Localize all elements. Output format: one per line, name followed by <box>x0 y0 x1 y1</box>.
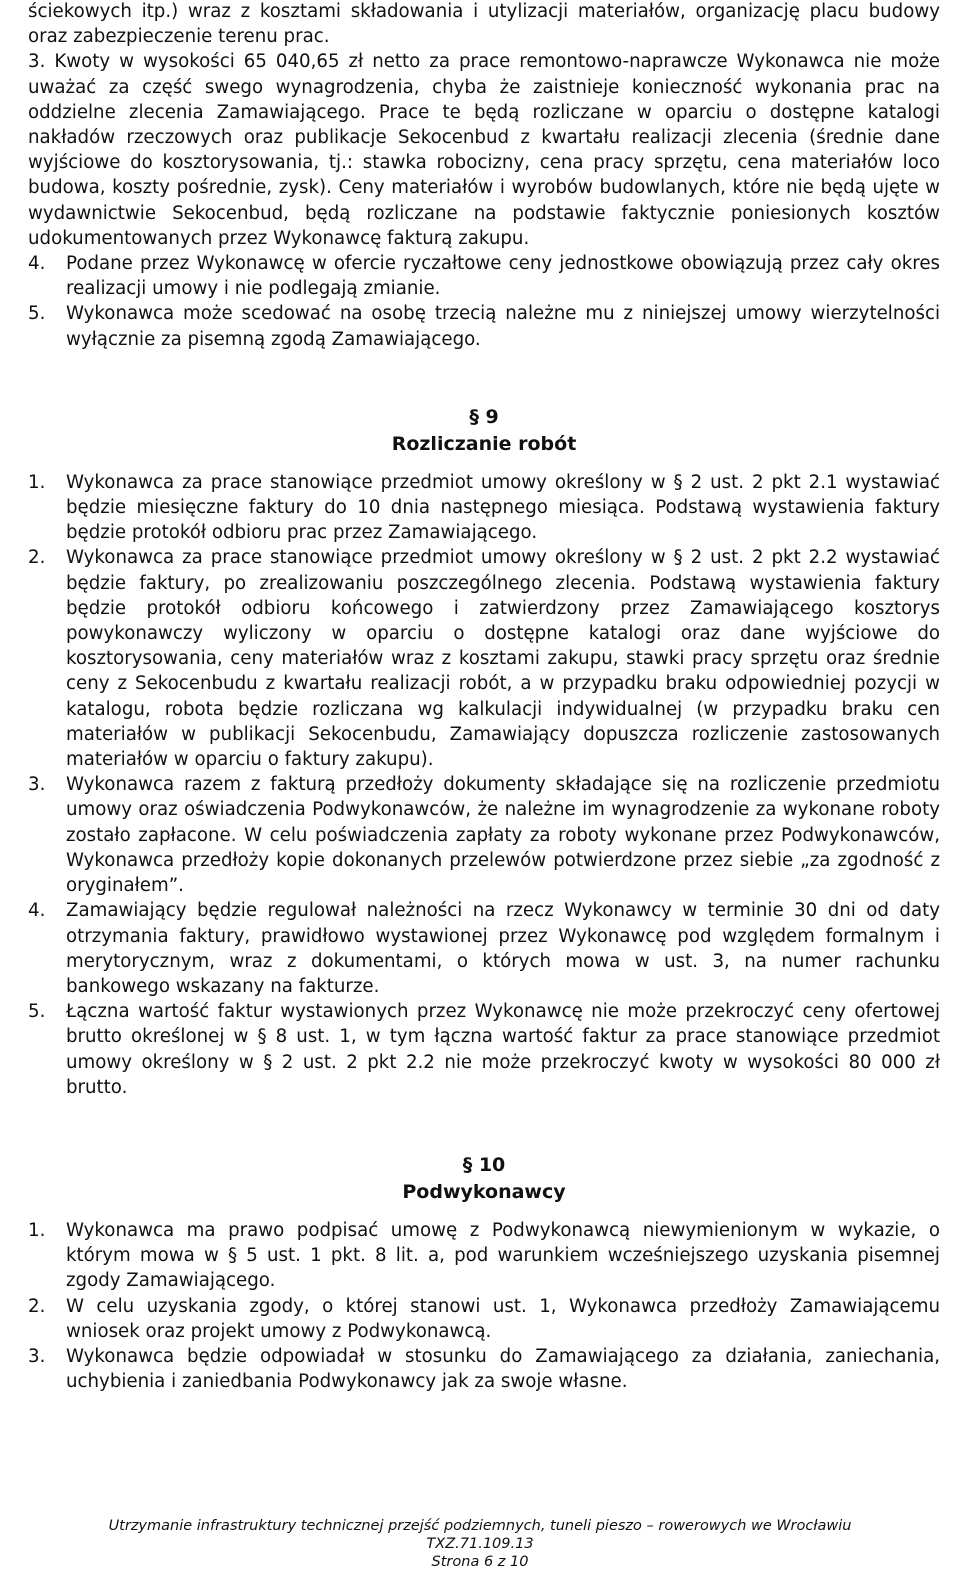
item-number: 4. <box>28 900 46 922</box>
section10-item-1 <box>28 1218 940 1294</box>
section10-item-3 <box>28 1344 940 1394</box>
section9-item-1 <box>28 470 940 546</box>
section8-item-3 <box>28 49 940 251</box>
item-text: Podane przez Wykonawcę w ofercie ryczałtowe ceny jednostkowe obowiązują przez cały okres realizacji umowy i nie podlegają zmianie. <box>66 253 940 300</box>
item-number: 2. <box>28 1295 46 1317</box>
item-text: Wykonawca razem z fakturą przedłoży dokumenty składające się na rozliczenie przedmiotu umowy oraz oświadczenia Podwykonawców, że należne im wynagrodzenie za wykonane roboty zostało zapłacone. W celu poświadczenia zapłaty za roboty wykonane przez Podwykonawców, Wykonawca przedłoży kopie dokonanych przelewów potwierdzone przez siebie „za zgodność z oryginałem”. <box>66 774 940 897</box>
document-page <box>28 0 940 1394</box>
item-number: 1. <box>28 471 46 493</box>
section8-item-5 <box>28 301 940 351</box>
item-text: Wykonawca może scedować na osobę trzecią należne mu z niniejszej umowy wierzytelności wyłącznie za pisemną zgodą Zamawiającego. <box>66 303 940 350</box>
section9-item-5 <box>28 999 940 1100</box>
section9-item-2 <box>28 545 940 772</box>
section-symbol: § <box>469 405 479 428</box>
section9-item-4 <box>28 898 940 999</box>
section10-item-2 <box>28 1294 940 1344</box>
item-text: Łączna wartość faktur wystawionych przez Wykonawcę nie może przekroczyć ceny ofertowej brutto określonej w § 8 ust. 1, w tym łączna wartość faktur za prace stanowiące przedmiot umowy określony w § 2 ust. 2 pkt 2.2 nie może przekroczyć kwoty w wysokości 80 000 zł brutto. <box>66 1001 940 1098</box>
item-number: 4. <box>28 253 46 275</box>
item-number: 3. <box>28 51 46 73</box>
section-symbol: § <box>462 1153 473 1176</box>
footer-page-number: Strona 6 z 10 <box>431 1554 529 1570</box>
page-footer <box>0 1517 960 1571</box>
item-number: 5. <box>28 1001 46 1023</box>
section-10-heading <box>28 1152 940 1206</box>
section9-item-3 <box>28 772 940 898</box>
section-number: 10 <box>478 1153 506 1176</box>
item-text: Wykonawca będzie odpowiadał w stosunku do Zamawiającego za działania, zaniechania, uchybienia i zaniedbania Podwykonawcy jak za swoje własne. <box>66 1345 940 1393</box>
footer-title: Utrzymanie infrastruktury technicznej przejść podziemnych, tuneli pieszo – rowerowych we Wrocławiu <box>108 1518 852 1534</box>
section8-item-4 <box>28 251 940 301</box>
section-title: Rozliczanie robót <box>391 432 577 455</box>
section-number: 9 <box>485 405 499 428</box>
item-number: 3. <box>28 774 46 796</box>
item-number: 2. <box>28 547 46 569</box>
section-title: Podwykonawcy <box>402 1180 566 1203</box>
intro-paragraph: ściekowych itp.) wraz z kosztami składowania i utylizacji materiałów, organizację placu budowy oraz zabezpieczenie terenu prac. <box>28 1 940 48</box>
item-text: Kwoty w wysokości 65 040,65 zł netto za prace remontowo-naprawcze Wykonawca nie może uważać za część swego wynagrodzenia, chyba że zaistnieje konieczność wykonania prac na oddzielne zlecenia Zamawiającego. Prace te będą rozliczane w oparciu o dostępne katalogi nakładów rzeczowych oraz publikacje Sekocenbud z kwartału realizacji zlecenia (średnie dane wyjściowe do kosztorysowania, tj.: stawka robocizny, cena pracy sprzętu, cena materiałów loco budowa, koszty pośrednie, zysk). Ceny materiałów i wyrobów budowlanych, które nie będą ujęte w wydawnictwie Sekocenbud, będą rozliczane na podstawie faktycznie poniesionych kosztów udokumentowanych przez Wykonawcę fakturą zakupu. <box>28 51 940 249</box>
item-number: 5. <box>28 303 46 325</box>
footer-code: TXZ.71.109.13 <box>426 1536 534 1552</box>
item-text: Zamawiający będzie regulował należności na rzecz Wykonawcy w terminie 30 dni od daty otrzymania faktury, prawidłowo wystawionej przez Wykonawcę pod względem formalnym i merytorycznym, wraz z dokumentami, o których mowa w ust. 3, na numer rachunku bankowego wskazany na fakturze. <box>66 900 940 997</box>
item-text: Wykonawca ma prawo podpisać umowę z Podwykonawcą niewymienionym w wykazie, o którym mowa w § 5 ust. 1 pkt. 8 lit. a, pod warunkiem wcześniejszego uzyskania pisemnej zgody Zamawiającego. <box>66 1219 940 1292</box>
section-9-heading <box>28 404 940 458</box>
item-text: Wykonawca za prace stanowiące przedmiot umowy określony w § 2 ust. 2 pkt 2.2 wystawiać będzie faktury, po zrealizowaniu poszczególnego zlecenia. Podstawą wystawienia faktury będzie protokół odbioru końcowego i zatwierdzony przez Zamawiającego kosztorys powykonawczy wyliczony w oparciu o dostępne katalogi oraz dane wyjściowe do kosztorysowania, ceny materiałów wraz z kosztami zakupu, stawki pracy sprzętu oraz średnie ceny z Sekocenbudu z kwartału realizacji robót, a w przypadku braku odpowiedniej pozycji w katalogu, robota będzie rozliczana wg kalkulacji indywidualnej (w przypadku braku cen materiałów w publikacji Sekocenbudu, Zamawiający dopuszcza rozliczenie zastosowanych materiałów w oparciu o faktury zakupu). <box>66 547 940 771</box>
item-text: W celu uzyskania zgody, o której stanowi ust. 1, Wykonawca przedłoży Zamawiającemu wniosek oraz projekt umowy z Podwykonawcą. <box>66 1295 940 1342</box>
item-number: 3. <box>28 1345 46 1367</box>
item-text: Wykonawca za prace stanowiące przedmiot umowy określony w § 2 ust. 2 pkt 2.1 wystawiać będzie miesięczne faktury do 10 dnia następnego miesiąca. Podstawą wystawienia faktury będzie protokół odbioru prac przez Zamawiającego. <box>66 471 940 544</box>
item-number: 1. <box>28 1219 46 1241</box>
